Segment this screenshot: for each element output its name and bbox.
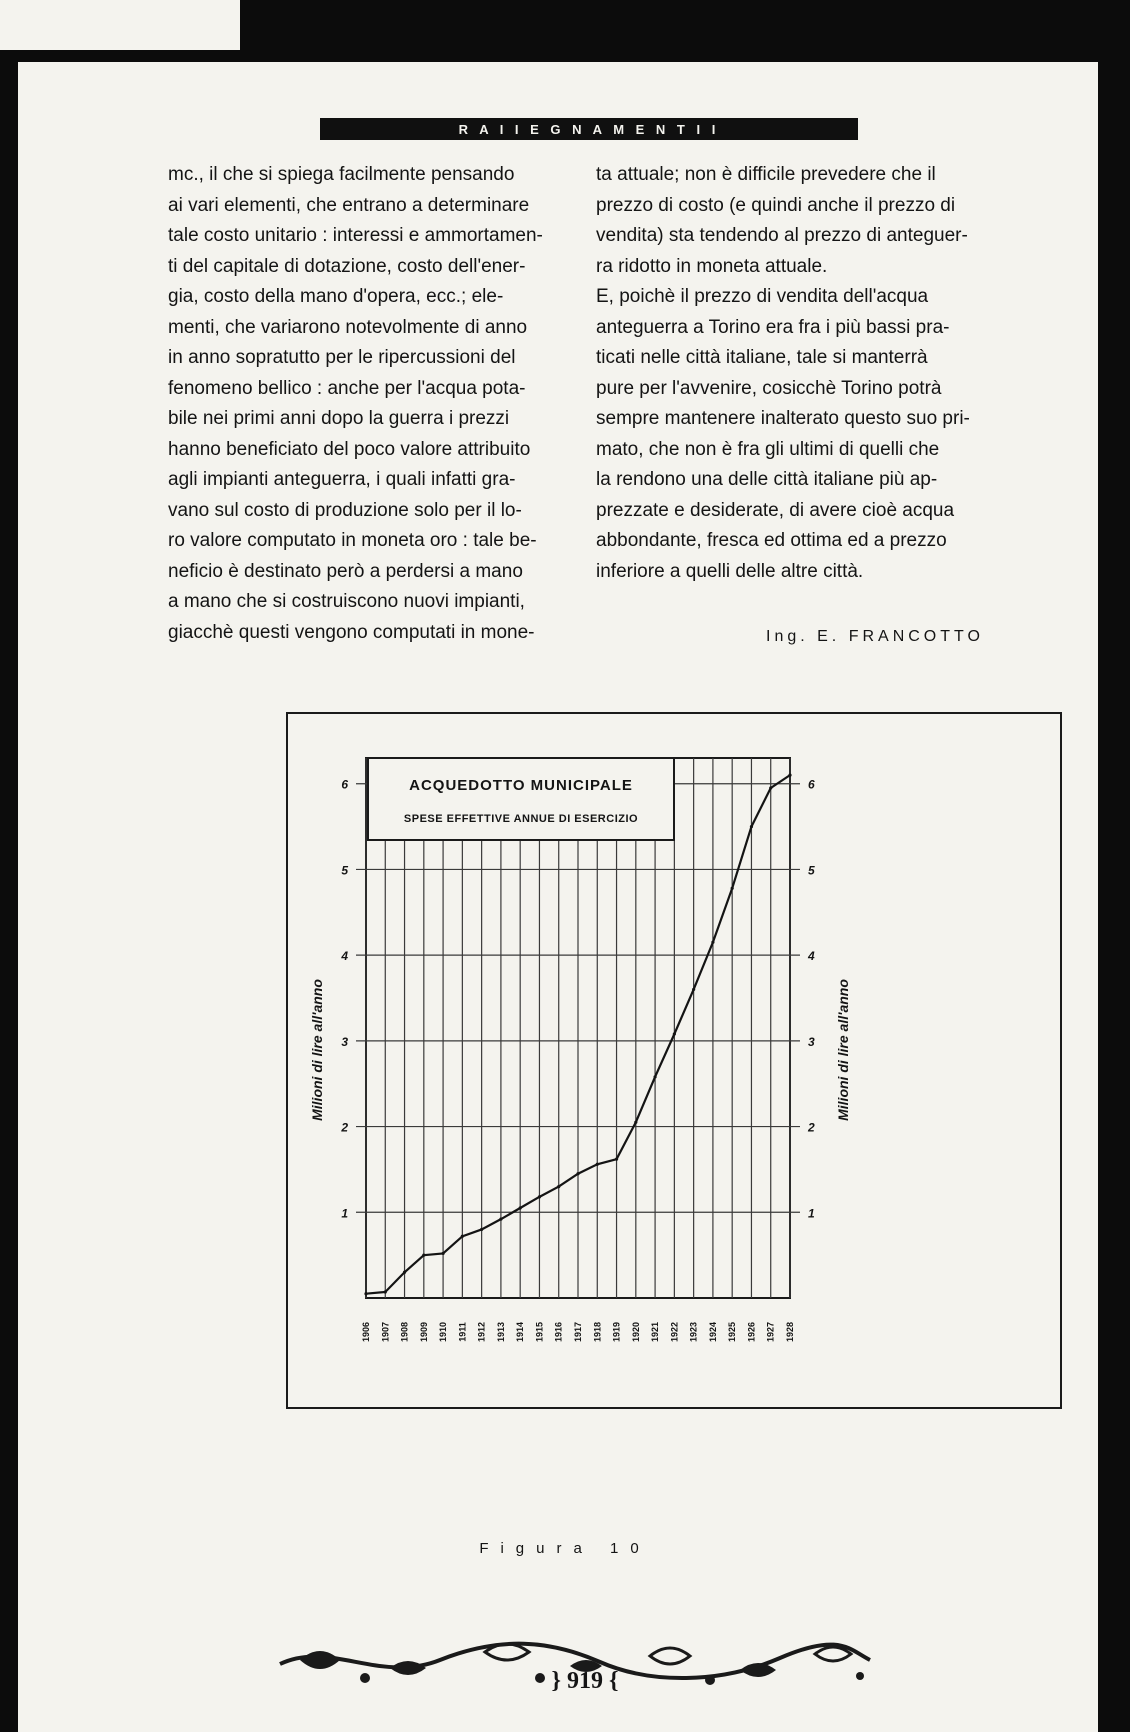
text-line: vano sul costo di produzione solo per il lo- [168, 499, 522, 521]
y-tick-label-right: 6 [808, 777, 815, 792]
text-line: ticati nelle città italiane, tale si manterrà [596, 347, 928, 368]
text-line: in anno sopratutto per le ripercussioni del [168, 347, 516, 368]
x-tick-label: 1922 [669, 1321, 680, 1343]
x-tick-label: 1926 [746, 1321, 757, 1343]
x-tick-label: 1923 [688, 1321, 699, 1343]
data-point [731, 887, 734, 890]
data-point [480, 1228, 483, 1231]
text-line: tale costo unitario : interessi e ammortamen- [168, 225, 543, 246]
data-point [403, 1271, 406, 1274]
x-tick-label: 1906 [361, 1321, 371, 1343]
text-line: sempre mantenere inalterato questo suo pri- [596, 408, 970, 429]
x-tick-label: 1925 [727, 1321, 738, 1343]
text-line: prezzo di costo (e quindi anche il prezzo di [596, 194, 956, 216]
text-line: mato, che non è fra gli ultimi di quelli che [596, 438, 940, 460]
data-point [441, 1252, 444, 1255]
text-line: ta attuale; non è difficile prevedere che il [596, 164, 936, 185]
chart-subtitle: SPESE EFFETTIVE ANNUE DI ESERCIZIO [403, 813, 639, 825]
y-tick-label-right: 3 [808, 1034, 815, 1049]
x-tick-label: 1912 [476, 1321, 487, 1343]
data-point [750, 825, 753, 828]
data-point [576, 1172, 579, 1175]
data-point [538, 1195, 541, 1198]
y-tick-label-right: 4 [808, 949, 815, 964]
x-tick-label: 1916 [553, 1321, 564, 1343]
text-line: menti, che variarono notevolmente di anno [168, 316, 528, 338]
page-number-bracket-right: { [609, 1668, 619, 1694]
data-point [673, 1032, 676, 1035]
text-line: E, poichè il prezzo di vendita dell'acqua [596, 286, 929, 307]
data-point [634, 1121, 637, 1124]
data-point [519, 1206, 522, 1209]
x-tick-label: 1908 [399, 1321, 410, 1343]
x-tick-label: 1907 [380, 1321, 391, 1343]
x-tick-label: 1920 [630, 1321, 641, 1343]
x-tick-label: 1911 [457, 1322, 468, 1342]
data-point [615, 1158, 618, 1161]
data-point [384, 1290, 387, 1293]
running-title: R A I I E G N A M E N T I I [320, 118, 858, 140]
data-point [653, 1075, 656, 1078]
x-tick-label: 1915 [534, 1321, 545, 1343]
text-line: a mano che si costruiscono nuovi impianti, [168, 591, 525, 612]
text-line: gia, costo della mano d'opera, ecc.; ele- [168, 286, 504, 307]
text-line: anteguerra a Torino era fra i più bassi pra- [596, 316, 950, 338]
y-tick-label-left: 1 [341, 1206, 348, 1221]
data-point [692, 988, 695, 991]
text-line: ro valore computato in moneta oro : tale be- [168, 530, 537, 551]
text-line: giacchè questi vengono computati in mone- [168, 621, 535, 643]
text-line: fenomeno bellico : anche per l'acqua pota- [168, 377, 526, 399]
y-tick-label-right: 5 [808, 863, 815, 878]
data-point [461, 1235, 464, 1238]
x-tick-label: 1909 [418, 1321, 429, 1343]
text-line: vendita) sta tendendo al prezzo di anteguer- [596, 225, 968, 246]
text-line: inferiore a quelli delle altre città. [596, 560, 864, 582]
data-point [557, 1185, 560, 1188]
text-line: neficio è destinato però a perdersi a mano [168, 560, 523, 582]
x-tick-label: 1917 [573, 1321, 583, 1343]
text-line: pure per l'avvenire, cosicchè Torino potrà [596, 377, 942, 399]
y-tick-label-right: 1 [808, 1206, 815, 1221]
chart-title-box [368, 758, 674, 840]
x-tick-label: 1913 [495, 1321, 506, 1343]
y-tick-label-left: 3 [341, 1034, 348, 1049]
data-point [596, 1163, 599, 1166]
x-tick-label: 1924 [707, 1321, 718, 1343]
x-tick-label: 1927 [765, 1321, 776, 1343]
chart-title: ACQUEDOTTO MUNICIPALE [409, 777, 633, 794]
y-axis-label-right: Milioni di lire all'anno [835, 979, 851, 1121]
x-tick-label: 1919 [611, 1321, 622, 1343]
text-line: abbondante, fresca ed ottima ed a prezzo [596, 530, 947, 551]
data-point [499, 1218, 502, 1221]
page-number-value: 919 [567, 1668, 603, 1694]
text-line: ti del capitale di dotazione, costo dell'ener- [168, 255, 526, 277]
text-line: ra ridotto in moneta attuale. [596, 255, 828, 277]
y-tick-label-left: 5 [341, 863, 348, 878]
text-line: mc., il che si spiega facilmente pensando [168, 164, 515, 185]
y-tick-label-left: 4 [341, 949, 348, 964]
x-tick-label: 1921 [650, 1321, 661, 1343]
author-signature: Ing. E. FRANCOTTO [766, 628, 984, 645]
text-line: agli impianti anteguerra, i quali infatti gra- [168, 469, 516, 490]
data-point [711, 941, 714, 944]
data-point [788, 774, 791, 777]
y-tick-label-left: 6 [341, 777, 348, 792]
text-line: hanno beneficiato del poco valore attribuito [168, 438, 531, 460]
data-point [769, 786, 772, 789]
y-tick-label-left: 2 [341, 1120, 348, 1135]
page-number-bracket-left: } [551, 1668, 561, 1694]
text-line: la rendono una delle città italiane più ap- [596, 469, 938, 490]
x-tick-label: 1910 [438, 1321, 449, 1343]
text-line: prezzate e desiderate, di avere cioè acqua [596, 499, 955, 521]
y-tick-label-right: 2 [808, 1120, 815, 1135]
x-tick-label: 1928 [785, 1321, 795, 1343]
x-tick-label: 1918 [592, 1321, 603, 1343]
text-line: ai vari elementi, che entrano a determinare [168, 194, 530, 216]
x-tick-label: 1914 [515, 1321, 526, 1343]
data-point [364, 1292, 367, 1295]
figure-caption: Figura 10 [479, 1540, 651, 1557]
data-point [422, 1254, 425, 1257]
y-axis-label-left: Milioni di lire all'anno [309, 979, 325, 1121]
page-number [525, 1668, 645, 1695]
text-line: bile nei primi anni dopo la guerra i prezzi [168, 408, 510, 429]
